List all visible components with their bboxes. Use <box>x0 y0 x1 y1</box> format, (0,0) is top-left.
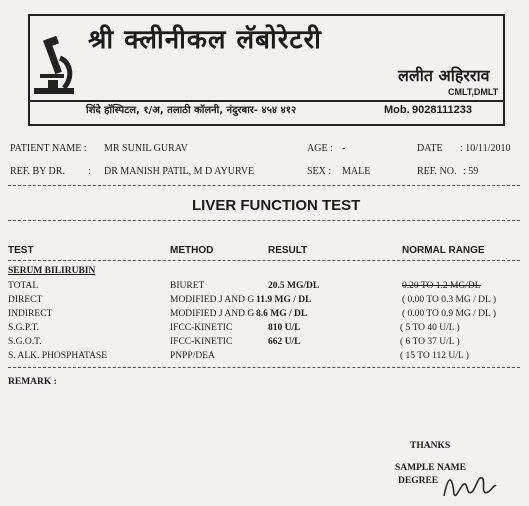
test-name: DIRECT <box>8 295 43 305</box>
test-name: S.G.O.T. <box>8 337 42 347</box>
divider <box>8 185 520 186</box>
date-label: DATE <box>417 143 443 154</box>
sex-value: MALE <box>342 166 371 177</box>
mobile-number: 9028111233 <box>412 104 472 116</box>
test-method: IFCC-KINETIC <box>170 337 233 347</box>
mobile-label: Mob. <box>384 104 410 116</box>
test-name: S. ALK. PHOSPHATASE <box>8 351 108 361</box>
test-method: PNPP/DEA <box>170 351 215 361</box>
age-value: - <box>342 143 346 154</box>
test-range: ( 0.00 TO 0.9 MG / DL ) <box>402 309 497 319</box>
owner-name: ललीत अहिरराव <box>398 66 490 85</box>
lab-name: श्री क्लीनीकल लॅबोरेटरी <box>88 25 322 55</box>
thanks-text: THANKS <box>410 441 451 451</box>
test-range: 0.20 TO 1.2 MG/DL <box>402 281 481 291</box>
test-range: ( 0.00 TO 0.3 MG / DL ) <box>402 295 497 305</box>
patient-name-label: PATIENT NAME : <box>10 143 87 154</box>
sample-name-label: SAMPLE NAME <box>395 463 466 473</box>
test-result: 11.9 MG / DL <box>256 295 312 305</box>
col-test: TEST <box>8 245 34 256</box>
test-result: 810 U/L <box>268 323 301 333</box>
ref-by-label: REF. BY DR. <box>10 166 65 177</box>
test-name: TOTAL <box>8 281 39 291</box>
divider <box>8 220 520 221</box>
test-range: ( 15 TO 112 U/L ) <box>400 351 469 361</box>
microscope-icon <box>30 36 82 98</box>
col-result: RESULT <box>268 245 308 256</box>
test-method: MODIFIED J AND G <box>170 295 255 305</box>
section-title: SERUM BILIRUBIN <box>8 266 96 276</box>
report-title: LIVER FUNCTION TEST <box>192 197 361 214</box>
remark-label: REMARK : <box>8 377 57 387</box>
test-result: 8.6 MG / DL <box>256 309 308 319</box>
ref-no-value: : 59 <box>463 166 479 177</box>
patient-name-value: MR SUNIL GURAV <box>104 143 188 154</box>
col-normal-range: NORMAL RANGE <box>402 245 485 256</box>
col-method: METHOD <box>170 245 214 256</box>
test-method: BIURET <box>170 281 205 291</box>
ref-no-label: REF. NO. <box>417 166 457 177</box>
test-method: IFCC-KINETIC <box>170 323 233 333</box>
test-name: INDIRECT <box>8 309 53 319</box>
ref-by-value: DR MANISH PATIL, M D AYURVE <box>104 166 255 177</box>
owner-qualifications: CMLT,DMLT <box>448 87 499 97</box>
divider <box>8 260 520 261</box>
sex-label: SEX : <box>307 166 332 177</box>
signature-icon <box>440 466 500 504</box>
test-result: 662 U/L <box>268 337 301 347</box>
test-range: ( 6 TO 37 U/L ) <box>400 337 460 347</box>
test-result: 20.5 MG/DL <box>268 281 320 291</box>
test-range: ( 5 TO 40 U/L ) <box>400 323 460 333</box>
degree-label: DEGREE <box>398 476 439 486</box>
ref-by-colon: : <box>88 166 91 177</box>
test-method: MODIFIED J AND G <box>170 309 255 319</box>
age-label: AGE : <box>307 143 333 154</box>
test-name: S.G.P.T. <box>8 323 39 333</box>
date-value: : 10/11/2010 <box>460 143 511 154</box>
divider <box>8 367 520 368</box>
lab-address: शिंदे हॉस्पिटल, १/अ, तलाठी कॉलनी, नंदुरबार- ४५४ ४१२ <box>86 105 297 116</box>
